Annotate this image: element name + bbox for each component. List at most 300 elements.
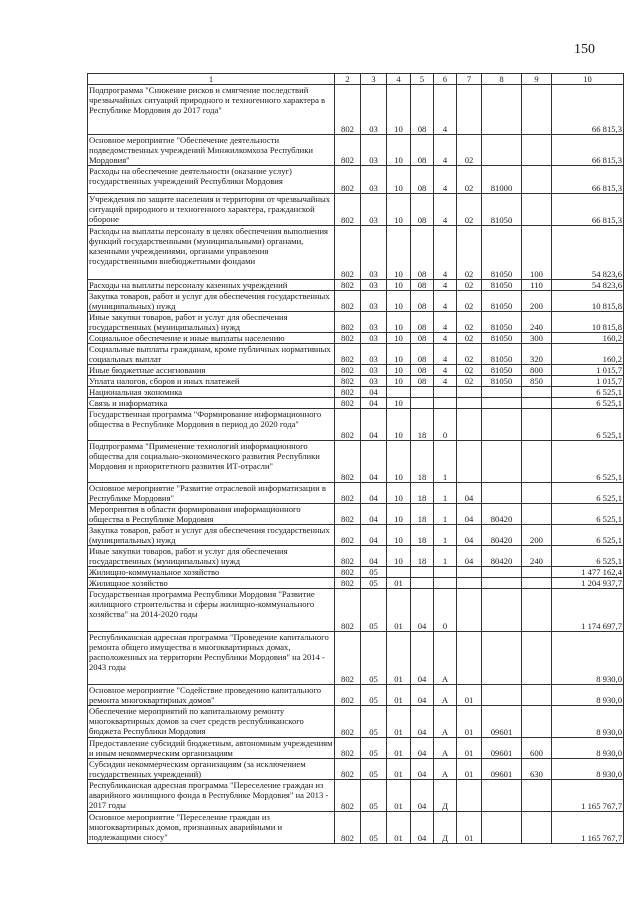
row-name-cell: Закупка товаров, работ и услуг для обеспечения государственных (муниципальных) нужд bbox=[88, 525, 335, 546]
code-expense-type-cell: 300 bbox=[522, 333, 552, 344]
code-expense-type-cell: 850 bbox=[522, 376, 552, 387]
amount-cell: 1 204 937,7 bbox=[552, 578, 624, 589]
code-direction-cell bbox=[482, 589, 522, 632]
code-ministry-cell: 802 bbox=[335, 759, 361, 780]
code-expense-type-cell: 630 bbox=[522, 759, 552, 780]
code-program-cell bbox=[411, 567, 434, 578]
amount-cell: 66 815,3 bbox=[552, 166, 624, 194]
row-name-cell: Республиканская адресная программа "Переселение граждан из аварийного жилищного фонда в Республике Мордовия" на 2013 - 2017 годы bbox=[88, 780, 335, 812]
code-activity-cell: 02 bbox=[457, 344, 482, 365]
code-section-cell: 04 bbox=[361, 504, 387, 525]
code-ministry-cell: 802 bbox=[335, 312, 361, 333]
code-subprogram-cell: 4 bbox=[434, 291, 457, 312]
amount-cell: 1 015,7 bbox=[552, 376, 624, 387]
code-activity-cell bbox=[457, 387, 482, 398]
code-direction-cell bbox=[482, 483, 522, 504]
code-subprogram-cell: А bbox=[434, 632, 457, 685]
code-activity-cell bbox=[457, 632, 482, 685]
code-subsection-cell: 01 bbox=[387, 812, 411, 844]
amount-cell: 66 815,3 bbox=[552, 194, 624, 226]
code-expense-type-cell bbox=[522, 398, 552, 409]
code-direction-cell: 81050 bbox=[482, 376, 522, 387]
table-row bbox=[88, 398, 624, 409]
row-name-cell: Основное мероприятие "Содействие проведению капитального ремонта многоквартирных домов" bbox=[88, 685, 335, 706]
code-section-cell: 04 bbox=[361, 387, 387, 398]
code-activity-cell: 02 bbox=[457, 194, 482, 226]
code-program-cell: 04 bbox=[411, 759, 434, 780]
code-subsection-cell: 10 bbox=[387, 194, 411, 226]
row-name-cell: Национальная экономика bbox=[88, 387, 335, 398]
code-activity-cell: 02 bbox=[457, 166, 482, 194]
code-program-cell: 04 bbox=[411, 632, 434, 685]
code-direction-cell: 80420 bbox=[482, 546, 522, 567]
code-program-cell: 04 bbox=[411, 738, 434, 759]
code-expense-type-cell: 240 bbox=[522, 546, 552, 567]
table-row bbox=[88, 166, 624, 194]
code-activity-cell: 04 bbox=[457, 546, 482, 567]
code-subsection-cell: 10 bbox=[387, 333, 411, 344]
code-expense-type-cell: 320 bbox=[522, 344, 552, 365]
table-header-row bbox=[88, 74, 624, 85]
table-row bbox=[88, 226, 624, 280]
table-row bbox=[88, 685, 624, 706]
code-program-cell: 08 bbox=[411, 194, 434, 226]
code-section-cell: 05 bbox=[361, 780, 387, 812]
code-ministry-cell: 802 bbox=[335, 398, 361, 409]
code-direction-cell: 81050 bbox=[482, 226, 522, 280]
amount-cell: 66 815,3 bbox=[552, 135, 624, 166]
code-activity-cell bbox=[457, 567, 482, 578]
code-direction-cell: 81050 bbox=[482, 333, 522, 344]
code-expense-type-cell: 240 bbox=[522, 312, 552, 333]
code-activity-cell: 02 bbox=[457, 226, 482, 280]
code-expense-type-cell bbox=[522, 706, 552, 738]
code-direction-cell bbox=[482, 135, 522, 166]
code-expense-type-cell: 200 bbox=[522, 525, 552, 546]
code-subprogram-cell: 4 bbox=[434, 365, 457, 376]
amount-cell: 8 930,0 bbox=[552, 738, 624, 759]
amount-cell: 6 525,1 bbox=[552, 483, 624, 504]
code-subprogram-cell: А bbox=[434, 706, 457, 738]
code-ministry-cell: 802 bbox=[335, 409, 361, 441]
table-row bbox=[88, 738, 624, 759]
code-direction-cell: 81050 bbox=[482, 291, 522, 312]
code-program-cell: 04 bbox=[411, 685, 434, 706]
table-row bbox=[88, 483, 624, 504]
amount-cell: 1 174 697,7 bbox=[552, 589, 624, 632]
row-name-cell: Основное мероприятие "Обеспечение деятельности подведомственных учреждений Минжилкомхоза Республики Мордовия" bbox=[88, 135, 335, 166]
row-name-cell: Закупка товаров, работ и услуг для обеспечения государственных (муниципальных) нужд bbox=[88, 291, 335, 312]
code-expense-type-cell bbox=[522, 194, 552, 226]
code-activity-cell: 02 bbox=[457, 291, 482, 312]
amount-cell: 6 525,1 bbox=[552, 525, 624, 546]
code-section-cell: 04 bbox=[361, 441, 387, 483]
amount-cell: 8 930,0 bbox=[552, 685, 624, 706]
code-ministry-cell: 802 bbox=[335, 166, 361, 194]
code-ministry-cell: 802 bbox=[335, 546, 361, 567]
code-ministry-cell: 802 bbox=[335, 738, 361, 759]
code-subprogram-cell: 4 bbox=[434, 344, 457, 365]
code-ministry-cell: 802 bbox=[335, 706, 361, 738]
amount-cell: 1 165 767,7 bbox=[552, 780, 624, 812]
code-program-cell: 18 bbox=[411, 546, 434, 567]
code-direction-cell: 09601 bbox=[482, 759, 522, 780]
code-program-cell: 04 bbox=[411, 589, 434, 632]
code-subprogram-cell: 1 bbox=[434, 546, 457, 567]
code-expense-type-cell bbox=[522, 483, 552, 504]
code-program-cell: 08 bbox=[411, 291, 434, 312]
row-name-cell: Социальные выплаты гражданам, кроме публичных нормативных социальных выплат bbox=[88, 344, 335, 365]
code-subsection-cell: 10 bbox=[387, 344, 411, 365]
table-row bbox=[88, 333, 624, 344]
code-section-cell: 05 bbox=[361, 812, 387, 844]
code-direction-cell: 81000 bbox=[482, 166, 522, 194]
header-cell: 8 bbox=[482, 74, 522, 85]
code-subsection-cell: 10 bbox=[387, 85, 411, 135]
code-subsection-cell: 10 bbox=[387, 280, 411, 291]
code-subprogram-cell: Д bbox=[434, 780, 457, 812]
code-program-cell bbox=[411, 387, 434, 398]
code-expense-type-cell: 800 bbox=[522, 365, 552, 376]
code-direction-cell bbox=[482, 632, 522, 685]
code-subprogram-cell: 1 bbox=[434, 483, 457, 504]
code-ministry-cell: 802 bbox=[335, 780, 361, 812]
code-direction-cell bbox=[482, 409, 522, 441]
table-row bbox=[88, 376, 624, 387]
code-program-cell: 04 bbox=[411, 780, 434, 812]
code-activity-cell: 02 bbox=[457, 312, 482, 333]
code-activity-cell: 02 bbox=[457, 333, 482, 344]
table-row bbox=[88, 409, 624, 441]
code-expense-type-cell: 100 bbox=[522, 226, 552, 280]
row-name-cell: Подпрограмма "Снижение рисков и смягчение последствий чрезвычайных ситуаций природного и техногенного характера в Республике Мордовия до 2017 года" bbox=[88, 85, 335, 135]
code-ministry-cell: 802 bbox=[335, 194, 361, 226]
code-activity-cell: 04 bbox=[457, 504, 482, 525]
code-subsection-cell: 10 bbox=[387, 398, 411, 409]
code-subprogram-cell: 4 bbox=[434, 166, 457, 194]
row-name-cell: Расходы на обеспечение деятельности (оказание услуг) государственных учреждений Республики Мордовия bbox=[88, 166, 335, 194]
code-section-cell: 03 bbox=[361, 312, 387, 333]
row-name-cell: Обеспечение мероприятий по капитальному ремонту многоквартирных домов за счет средств республиканского бюджета Республики Мордовия bbox=[88, 706, 335, 738]
code-subsection-cell: 10 bbox=[387, 376, 411, 387]
header-cell: 7 bbox=[457, 74, 482, 85]
table-row bbox=[88, 194, 624, 226]
code-expense-type-cell bbox=[522, 578, 552, 589]
amount-cell: 160,2 bbox=[552, 344, 624, 365]
code-expense-type-cell bbox=[522, 85, 552, 135]
code-ministry-cell: 802 bbox=[335, 632, 361, 685]
amount-cell: 1 015,7 bbox=[552, 365, 624, 376]
code-subsection-cell: 01 bbox=[387, 578, 411, 589]
code-ministry-cell: 802 bbox=[335, 685, 361, 706]
table-row bbox=[88, 387, 624, 398]
row-name-cell: Расходы на выплаты персоналу в целях обеспечения выполнения функций государственными (муниципальными) органами, казенными учреждениями, органами управления государственными внебюджетными фондами bbox=[88, 226, 335, 280]
code-direction-cell: 81050 bbox=[482, 280, 522, 291]
header-cell: 5 bbox=[411, 74, 434, 85]
code-subprogram-cell bbox=[434, 398, 457, 409]
table-row bbox=[88, 525, 624, 546]
code-ministry-cell: 802 bbox=[335, 291, 361, 312]
code-direction-cell bbox=[482, 578, 522, 589]
row-name-cell: Жилищное хозяйство bbox=[88, 578, 335, 589]
amount-cell: 6 525,1 bbox=[552, 409, 624, 441]
table-row bbox=[88, 291, 624, 312]
code-program-cell: 18 bbox=[411, 409, 434, 441]
table-row bbox=[88, 504, 624, 525]
table-row bbox=[88, 812, 624, 844]
table-row bbox=[88, 632, 624, 685]
code-program-cell: 08 bbox=[411, 376, 434, 387]
amount-cell: 6 525,1 bbox=[552, 441, 624, 483]
code-activity-cell bbox=[457, 85, 482, 135]
code-activity-cell bbox=[457, 409, 482, 441]
table-row bbox=[88, 344, 624, 365]
row-name-cell: Предоставление субсидий бюджетным, автономным учреждениям и иным некоммерческим организациям bbox=[89, 738, 333, 758]
code-expense-type-cell: 600 bbox=[522, 738, 552, 759]
code-expense-type-cell: 110 bbox=[522, 280, 552, 291]
code-section-cell: 05 bbox=[361, 738, 387, 759]
table-row bbox=[88, 441, 624, 483]
code-section-cell: 03 bbox=[361, 344, 387, 365]
code-subprogram-cell: 4 bbox=[434, 333, 457, 344]
amount-cell: 8 930,0 bbox=[552, 759, 624, 780]
code-subprogram-cell: А bbox=[434, 759, 457, 780]
code-direction-cell bbox=[482, 398, 522, 409]
code-ministry-cell: 802 bbox=[335, 365, 361, 376]
code-section-cell: 05 bbox=[361, 578, 387, 589]
row-name-cell: Уплата налогов, сборов и иных платежей bbox=[88, 376, 335, 387]
code-subprogram-cell: А bbox=[434, 685, 457, 706]
amount-cell: 54 823,6 bbox=[552, 226, 624, 280]
code-subprogram-cell: 0 bbox=[434, 409, 457, 441]
code-subsection-cell: 10 bbox=[387, 135, 411, 166]
code-ministry-cell: 802 bbox=[335, 812, 361, 844]
row-name-cell: Расходы на выплаты персоналу казенных учреждений bbox=[88, 280, 335, 291]
code-section-cell: 03 bbox=[361, 194, 387, 226]
code-subsection-cell: 01 bbox=[387, 589, 411, 632]
code-expense-type-cell bbox=[522, 409, 552, 441]
code-ministry-cell: 802 bbox=[335, 589, 361, 632]
amount-cell: 8 930,0 bbox=[552, 706, 624, 738]
code-subsection-cell: 10 bbox=[387, 409, 411, 441]
code-program-cell: 18 bbox=[411, 525, 434, 546]
code-activity-cell: 01 bbox=[457, 685, 482, 706]
code-subsection-cell: 01 bbox=[387, 632, 411, 685]
code-subprogram-cell: 0 bbox=[434, 589, 457, 632]
code-program-cell bbox=[411, 578, 434, 589]
code-ministry-cell: 802 bbox=[335, 483, 361, 504]
code-ministry-cell: 802 bbox=[335, 333, 361, 344]
code-section-cell: 04 bbox=[361, 409, 387, 441]
code-activity-cell bbox=[457, 578, 482, 589]
code-direction-cell bbox=[482, 780, 522, 812]
code-subsection-cell: 10 bbox=[387, 226, 411, 280]
amount-cell: 10 815,8 bbox=[552, 291, 624, 312]
code-section-cell: 03 bbox=[361, 135, 387, 166]
row-name-cell: Иные закупки товаров, работ и услуг для обеспечения государственных (муниципальных) нужд bbox=[88, 546, 335, 567]
code-program-cell: 04 bbox=[411, 812, 434, 844]
code-program-cell: 08 bbox=[411, 344, 434, 365]
code-subsection-cell: 01 bbox=[387, 685, 411, 706]
code-section-cell: 04 bbox=[361, 483, 387, 504]
code-subprogram-cell: 1 bbox=[434, 504, 457, 525]
code-section-cell: 03 bbox=[361, 226, 387, 280]
page-number: 150 bbox=[574, 42, 595, 57]
code-program-cell bbox=[411, 398, 434, 409]
code-subsection-cell bbox=[387, 387, 411, 398]
code-subsection-cell: 10 bbox=[387, 312, 411, 333]
amount-cell: 1 165 767,7 bbox=[552, 812, 624, 844]
code-program-cell: 08 bbox=[411, 135, 434, 166]
amount-cell: 1 477 162,4 bbox=[552, 567, 624, 578]
code-expense-type-cell bbox=[522, 589, 552, 632]
code-direction-cell: 80420 bbox=[482, 504, 522, 525]
header-cell: 3 bbox=[361, 74, 387, 85]
amount-cell: 10 815,8 bbox=[552, 312, 624, 333]
code-program-cell: 08 bbox=[411, 166, 434, 194]
code-program-cell: 04 bbox=[411, 706, 434, 738]
code-subsection-cell: 10 bbox=[387, 166, 411, 194]
amount-cell: 160,2 bbox=[552, 333, 624, 344]
budget-table bbox=[87, 73, 624, 844]
code-subprogram-cell bbox=[434, 578, 457, 589]
code-expense-type-cell bbox=[522, 780, 552, 812]
code-subsection-cell bbox=[387, 567, 411, 578]
code-ministry-cell: 802 bbox=[335, 504, 361, 525]
code-ministry-cell: 802 bbox=[335, 226, 361, 280]
code-direction-cell bbox=[482, 685, 522, 706]
amount-cell: 66 815,3 bbox=[552, 85, 624, 135]
table-row bbox=[88, 85, 624, 135]
code-program-cell: 08 bbox=[411, 280, 434, 291]
row-name-cell: Государственная программа Республики Мордовия "Развитие жилищного строительства и сферы жилищно-коммунального хозяйства" на 2014-2020 годы bbox=[88, 589, 335, 632]
code-activity-cell: 02 bbox=[457, 365, 482, 376]
code-activity-cell: 01 bbox=[457, 759, 482, 780]
header-cell: 1 bbox=[88, 74, 335, 85]
row-name-cell: Государственная программа "Формирование информационного общества в Республике Мордовия в период до 2020 года" bbox=[88, 409, 335, 441]
code-section-cell: 04 bbox=[361, 525, 387, 546]
code-ministry-cell: 802 bbox=[335, 376, 361, 387]
code-subsection-cell: 10 bbox=[387, 291, 411, 312]
code-direction-cell: 09601 bbox=[482, 738, 522, 759]
code-ministry-cell: 802 bbox=[335, 387, 361, 398]
code-subsection-cell: 10 bbox=[387, 441, 411, 483]
code-program-cell: 08 bbox=[411, 226, 434, 280]
header-cell: 2 bbox=[335, 74, 361, 85]
code-section-cell: 04 bbox=[361, 546, 387, 567]
amount-cell: 8 930,0 bbox=[552, 632, 624, 685]
code-subsection-cell: 01 bbox=[387, 759, 411, 780]
table-row bbox=[88, 280, 624, 291]
code-ministry-cell: 802 bbox=[335, 441, 361, 483]
code-subsection-cell: 10 bbox=[387, 365, 411, 376]
code-subsection-cell: 10 bbox=[387, 546, 411, 567]
code-direction-cell: 81050 bbox=[482, 365, 522, 376]
code-subprogram-cell: 1 bbox=[434, 525, 457, 546]
code-direction-cell bbox=[482, 387, 522, 398]
code-section-cell: 05 bbox=[361, 589, 387, 632]
row-name-cell: Республиканская адресная программа "Проведение капитального ремонта общего имущества в многоквартирных домах, расположенных на территории Республики Мордовия" на 2014 - 2043 годы bbox=[88, 632, 335, 685]
code-expense-type-cell bbox=[522, 387, 552, 398]
code-activity-cell: 04 bbox=[457, 483, 482, 504]
row-name-cell: Мероприятия в области формирования информационного общества в Республике Мордовия bbox=[88, 504, 335, 525]
table-row bbox=[88, 312, 624, 333]
code-expense-type-cell bbox=[522, 441, 552, 483]
code-direction-cell bbox=[482, 812, 522, 844]
code-section-cell: 03 bbox=[361, 85, 387, 135]
code-activity-cell: 01 bbox=[457, 738, 482, 759]
code-expense-type-cell bbox=[522, 567, 552, 578]
table-row bbox=[88, 365, 624, 376]
code-subsection-cell: 10 bbox=[387, 483, 411, 504]
code-direction-cell: 81050 bbox=[482, 194, 522, 226]
code-subsection-cell: 10 bbox=[387, 504, 411, 525]
code-ministry-cell: 802 bbox=[335, 344, 361, 365]
code-expense-type-cell bbox=[522, 135, 552, 166]
code-section-cell: 05 bbox=[361, 706, 387, 738]
code-activity-cell: 04 bbox=[457, 525, 482, 546]
code-program-cell: 08 bbox=[411, 365, 434, 376]
code-section-cell: 05 bbox=[361, 632, 387, 685]
code-subprogram-cell: 1 bbox=[434, 441, 457, 483]
table-row bbox=[88, 567, 624, 578]
code-direction-cell: 80420 bbox=[482, 525, 522, 546]
code-section-cell: 03 bbox=[361, 333, 387, 344]
code-program-cell: 08 bbox=[411, 85, 434, 135]
code-ministry-cell: 802 bbox=[335, 85, 361, 135]
header-cell: 6 bbox=[434, 74, 457, 85]
code-subprogram-cell bbox=[434, 567, 457, 578]
header-cell: 9 bbox=[522, 74, 552, 85]
code-subsection-cell: 01 bbox=[387, 706, 411, 738]
header-cell: 10 bbox=[552, 74, 624, 85]
code-program-cell: 18 bbox=[411, 504, 434, 525]
row-name-cell: Основное мероприятие "Переселение граждан из многоквартирных домов, признанных аварийными и подлежащими сносу" bbox=[88, 812, 335, 844]
code-ministry-cell: 802 bbox=[335, 525, 361, 546]
table-row bbox=[88, 135, 624, 166]
code-expense-type-cell: 200 bbox=[522, 291, 552, 312]
row-name-cell: Иные закупки товаров, работ и услуг для обеспечения государственных (муниципальных) нужд bbox=[88, 312, 335, 333]
code-activity-cell: 02 bbox=[457, 135, 482, 166]
code-direction-cell: 09601 bbox=[482, 706, 522, 738]
row-name-cell: Социальное обеспечение и иные выплаты населению bbox=[88, 333, 335, 344]
table-row bbox=[88, 759, 624, 780]
code-direction-cell: 81050 bbox=[482, 312, 522, 333]
code-direction-cell bbox=[482, 85, 522, 135]
code-expense-type-cell bbox=[522, 166, 552, 194]
code-subprogram-cell: 4 bbox=[434, 280, 457, 291]
row-name-cell: Жилищно-коммунальное хозяйство bbox=[88, 567, 335, 578]
code-activity-cell: 01 bbox=[457, 706, 482, 738]
amount-cell: 6 525,1 bbox=[552, 546, 624, 567]
code-section-cell: 03 bbox=[361, 376, 387, 387]
code-subprogram-cell: 4 bbox=[434, 376, 457, 387]
code-section-cell: 03 bbox=[361, 291, 387, 312]
code-subprogram-cell: 4 bbox=[434, 312, 457, 333]
code-subprogram-cell bbox=[434, 387, 457, 398]
code-program-cell: 18 bbox=[411, 483, 434, 504]
amount-cell: 6 525,1 bbox=[552, 398, 624, 409]
code-section-cell: 05 bbox=[361, 567, 387, 578]
code-subsection-cell: 01 bbox=[387, 780, 411, 812]
code-activity-cell: 02 bbox=[457, 376, 482, 387]
code-activity-cell bbox=[457, 780, 482, 812]
row-name-cell: Основное мероприятие "Развитие отраслевой информатизации в Республике Мордовия" bbox=[88, 483, 335, 504]
code-section-cell: 05 bbox=[361, 685, 387, 706]
row-name-cell: Учреждения по защите населения и территории от чрезвычайных ситуаций природного и техногенного характера, гражданской обороне bbox=[88, 194, 335, 226]
code-section-cell: 03 bbox=[361, 280, 387, 291]
code-section-cell: 05 bbox=[361, 759, 387, 780]
